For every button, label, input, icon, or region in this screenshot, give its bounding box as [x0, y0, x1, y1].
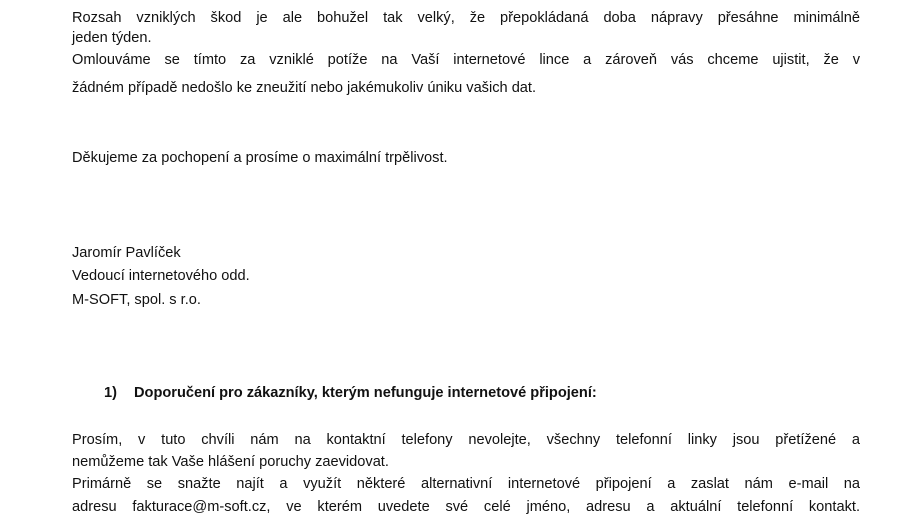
paragraph-4-line-1: Primárně se snažte najít a využít některé alternativní internetové připojení a zaslat nám e-mail na	[72, 476, 860, 492]
section-1-title: Doporučení pro zákazníky, kterým nefunguje internetové připojení:	[134, 385, 597, 401]
section-1-number: 1)	[104, 385, 117, 401]
signature-name: Jaromír Pavlíček	[72, 245, 181, 261]
signature-company: M-SOFT, spol. s r.o.	[72, 292, 201, 308]
paragraph-3-line-1: Prosím, v tuto chvíli nám na kontaktní telefony nevolejte, všechny telefonní linky jsou přetížené a	[72, 432, 860, 448]
paragraph-1-line-2: jeden týden.	[72, 30, 152, 46]
paragraph-2-line-1: Omlouváme se tímto za vzniklé potíže na Vaší internetové lince a zároveň vás chceme ujistit, že v	[72, 52, 860, 68]
paragraph-1-line-1: Rozsah vzniklých škod je ale bohužel tak velký, že přepokládaná doba nápravy přesáhne minimálně	[72, 10, 860, 26]
thanks-text: Děkujeme za pochopení a prosíme o maximální trpělivost.	[72, 150, 448, 166]
paragraph-4-line-2: adresu fakturace@m-soft.cz, ve kterém uvedete své celé jméno, adresu a aktuální telefonní kontakt.	[72, 499, 860, 515]
paragraph-3-line-2: nemůžeme tak Vaše hlášení poruchy zaevidovat.	[72, 454, 389, 470]
paragraph-2-line-2: žádném případě nedošlo ke zneužití nebo jakémukoliv úniku vašich dat.	[72, 80, 537, 96]
section-1-heading	[104, 383, 864, 403]
signature-position: Vedoucí internetového odd.	[72, 268, 250, 284]
